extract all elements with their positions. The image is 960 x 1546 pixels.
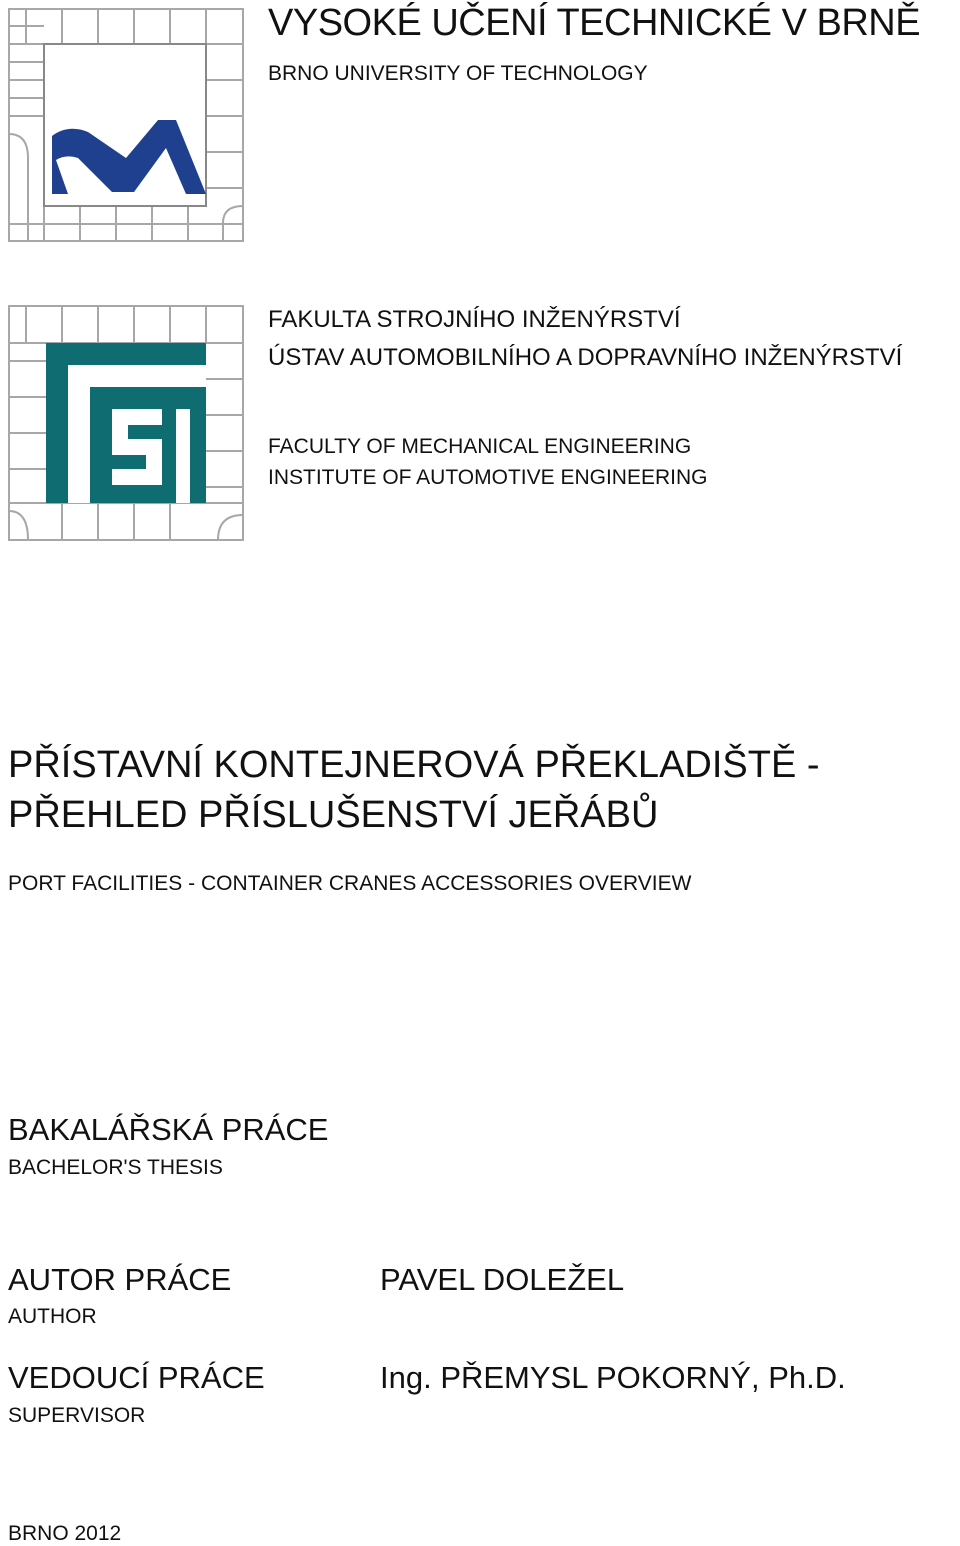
vut-logo <box>8 8 244 242</box>
thesis-type-en: BACHELOR'S THESIS <box>8 1156 223 1179</box>
author-label-cz: AUTOR PRÁCE <box>8 1262 232 1297</box>
author-name: PAVEL DOLEŽEL <box>380 1262 625 1297</box>
university-name-cz: VYSOKÉ UČENÍ TECHNICKÉ V BRNĚ <box>268 2 921 44</box>
faculty-name-en: FACULTY OF MECHANICAL ENGINEERING <box>268 435 692 458</box>
thesis-type-cz: BAKALÁŘSKÁ PRÁCE <box>8 1112 329 1147</box>
fsi-logo <box>8 305 244 541</box>
place-year: BRNO 2012 <box>8 1522 122 1545</box>
faculty-name-cz: FAKULTA STROJNÍHO INŽENÝRSTVÍ <box>268 306 681 333</box>
thesis-title-cz: PŘÍSTAVNÍ KONTEJNEROVÁ PŘEKLADIŠTĚ - PŘEHLED PŘÍSLUŠENSTVÍ JEŘÁBŮ <box>8 744 820 836</box>
thesis-title-en: PORT FACILITIES - CONTAINER CRANES ACCESSORIES OVERVIEW <box>8 872 692 895</box>
university-name-en: BRNO UNIVERSITY OF TECHNOLOGY <box>268 62 648 85</box>
supervisor-label-cz: VEDOUCÍ PRÁCE <box>8 1360 265 1395</box>
institute-name-cz: ÚSTAV AUTOMOBILNÍHO A DOPRAVNÍHO INŽENÝRSTVÍ <box>268 344 903 371</box>
supervisor-name: Ing. PŘEMYSL POKORNÝ, Ph.D. <box>380 1360 846 1395</box>
institute-name-en: INSTITUTE OF AUTOMOTIVE ENGINEERING <box>268 466 708 489</box>
supervisor-label-en: SUPERVISOR <box>8 1404 146 1427</box>
author-label-en: AUTHOR <box>8 1305 97 1328</box>
